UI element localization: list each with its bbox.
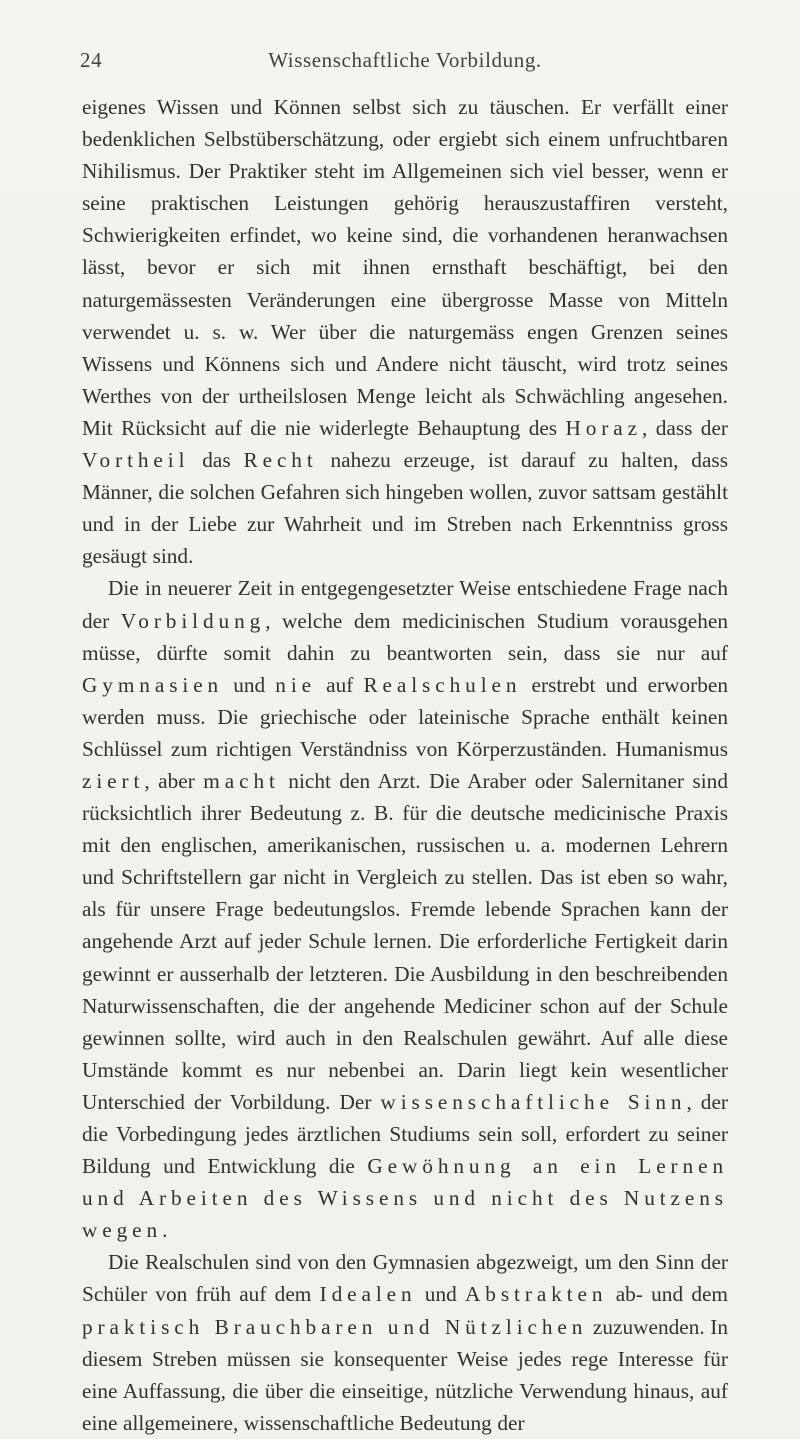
spaced-emphasis-text: Recht <box>243 448 318 473</box>
spaced-emphasis-text: Horaz <box>565 415 643 440</box>
spaced-emphasis-text: Idealen <box>319 1282 417 1307</box>
text-segment: nahezu erzeuge, ist darauf zu halten, dass Männer, die solchen Gefahren sich hingeben wollen, zuvor sattsam gestählt und in der Liebe zur Wahrheit und im Streben nach Erkenntniss gross gesäugt sind. <box>82 448 728 569</box>
text-segment: , dass der <box>642 415 728 440</box>
text-segment: eigenes Wissen und Können selbst sich zu täuschen. Er verfällt einer bedenklichen Selbstüberschätzung, oder ergiebt sich einem unfruchtbaren Nihilismus. Der Praktiker steht im Allgemeinen sich viel besser, wenn er seine praktischen Leistungen gehörig herauszustaffiren versteht, Schwierigkeiten erfindet, wo keine sind, die vorhandenen heranwachsen lässt, bevor er sich mit ihnen ernsthaft beschäftigt, bei den naturgemässesten Veränderungen eine übergrosse Masse von Mitteln verwendet u. s. w. Wer über die naturgemäss engen Grenzen seines Wissens und Könnens sich und Andere nicht täuscht, wird trotz seines Werthes von der urtheilslosen Menge leicht als Schwächling angesehen. Mit Rücksicht auf die nie widerlegte Behauptung des <box>82 95 728 440</box>
text-segment: zuzuwenden. In diesem Streben müssen sie konsequenter Weise jedes rege Interesse für eine Auffassung, die über die einseitige, nützliche Verwendung hinaus, auf eine allgemeinere, wissenschaftliche Bedeutung der <box>82 1314 728 1435</box>
paragraph <box>82 1246 728 1439</box>
body-text <box>82 91 728 1439</box>
spaced-emphasis-text: Gymnasien <box>82 672 224 697</box>
text-segment: erstrebt und erworben werden muss. Die griechische oder lateinische Sprache enthält keinen Schlüssel zum richtigen Verständniss von Körperzuständen. Humanismus <box>82 672 728 761</box>
text-segment: , aber <box>144 768 204 793</box>
spaced-emphasis-text: nie <box>275 672 316 697</box>
text-segment: nicht den Arzt. Die Araber oder Salernitaner sind rücksichtlich ihrer Bedeutung z. B. für die deutsche medicinische Praxis mit den englischen, amerikanischen, russischen u. a. modernen Lehrern und Schriftstellern gar nicht in Vergleich zu stellen. Das ist eben so wahr, als für unsere Frage bedeutungslos. Fremde lebende Sprachen kann der angehende Arzt auf jeder Schule lernen. Die erforderliche Fertigkeit darin gewinnt er ausserhalb der letzteren. Die Ausbildung in den beschreibenden Naturwissenschaften, die der angehende Mediciner schon auf der Schule gewinnen sollte, wird auch in den Realschulen gewährt. Auf alle diese Umstände kommt es nur nebenbei an. Darin liegt kein wesentlicher Unterschied der Vorbildung. Der <box>82 768 728 1114</box>
running-title: Wissenschaftliche Vorbildung. <box>268 48 542 72</box>
text-segment: , der die Vorbedingung jedes ärztlichen Studiums sein soll, erfordert zu seiner Bildung und Entwicklung die <box>82 1089 729 1179</box>
paragraph <box>82 572 728 1246</box>
text-segment: auf <box>316 672 364 697</box>
text-segment: , welche dem medicinischen Studium vorausgehen müsse, dürfte somit dahin zu beantworten sein, dass sie nur auf <box>82 608 728 665</box>
paragraph <box>82 91 728 572</box>
text-segment: Die in neuerer Zeit in entgegengesetzter Weise entschiedene Frage nach der <box>82 576 728 633</box>
spaced-emphasis-text: ziert <box>82 768 145 793</box>
page-number: 24 <box>80 48 103 72</box>
spaced-emphasis-text: Realschulen <box>363 672 522 697</box>
text-segment: das <box>189 448 244 473</box>
spaced-emphasis-text: praktisch Brauchbaren und Nützlichen <box>82 1314 588 1339</box>
spaced-emphasis-text: Vorbildung <box>120 608 266 633</box>
text-segment: und <box>223 672 276 697</box>
spaced-emphasis-text: wissenschaftliche Sinn <box>380 1089 687 1114</box>
spaced-emphasis-text: macht <box>203 768 280 793</box>
text-segment: ab- und dem <box>607 1282 729 1307</box>
spaced-emphasis-text: Gewöhnung an ein Lernen und Arbeiten des Wissens und nicht des Nutzens wegen. <box>82 1154 728 1243</box>
spaced-emphasis-text: Vortheil <box>82 448 190 473</box>
text-segment: und <box>416 1282 466 1307</box>
spaced-emphasis-text: Abstrakten <box>465 1282 608 1307</box>
text-segment: Die Realschulen sind von den Gymnasien abgezweigt, um den Sinn der Schüler von früh auf dem <box>82 1250 728 1307</box>
page-header <box>80 48 730 78</box>
